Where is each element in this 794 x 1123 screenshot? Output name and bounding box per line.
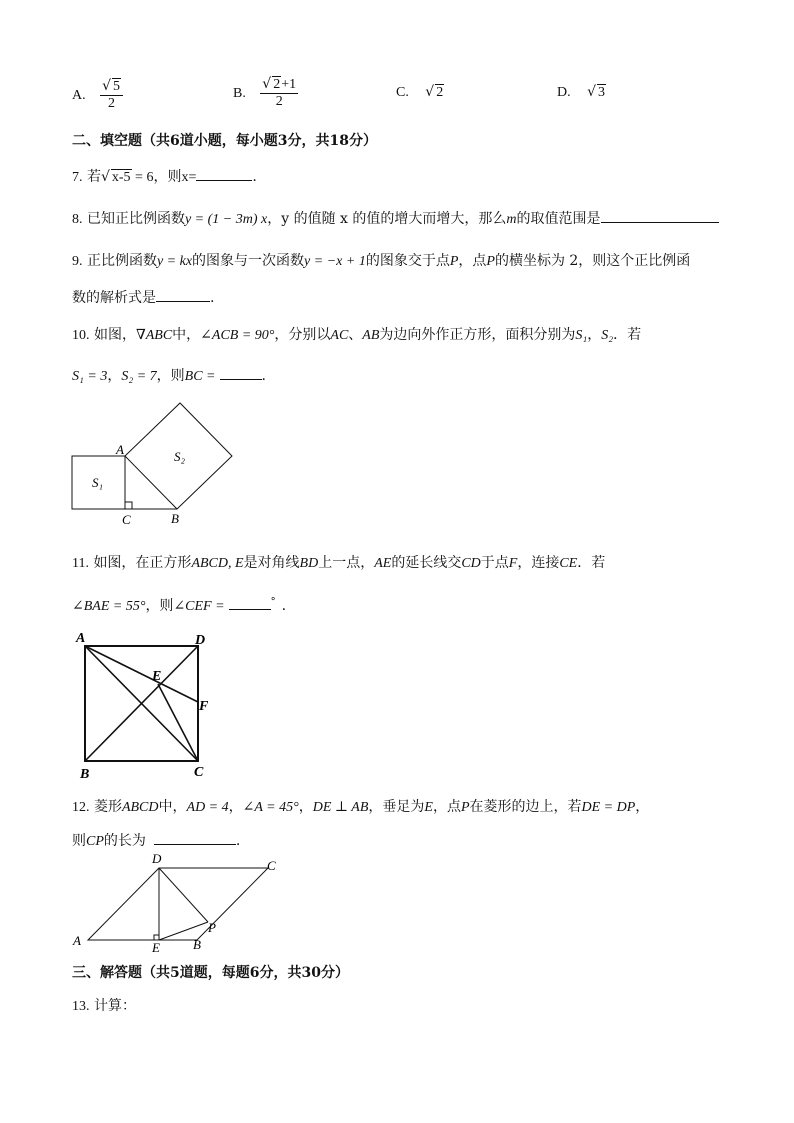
option-b-fraction: $\frac{√ 2+1}{2}$: [262, 76, 297, 109]
fig12-label-a: A: [73, 933, 81, 948]
q11-text3: 上一点，: [318, 555, 375, 571]
q12-text3: ，: [228, 799, 243, 815]
q10-end: .: [261, 368, 266, 384]
q11-then: ，则: [145, 598, 174, 614]
fig12-label-p: P: [208, 920, 216, 935]
question-8: [72, 208, 719, 228]
q12-eq: DE = DP: [581, 800, 636, 815]
q12-text4: ，: [298, 799, 313, 815]
q11-text5: 于点: [480, 555, 509, 571]
fig11-label-c: C: [194, 765, 204, 780]
q8-function: y = (1 − 3m) x: [184, 212, 268, 227]
q10-text3: ，分别以: [274, 327, 331, 343]
fig12-label-e: E: [152, 940, 160, 954]
q13-text: 计算：: [93, 998, 136, 1014]
q10-answer-blank[interactable]: [220, 365, 262, 380]
option-a-den: 2: [108, 96, 116, 111]
q12-text1: 菱形: [93, 799, 122, 815]
fig12-label-c: C: [267, 858, 276, 873]
q7-number: 7.: [72, 170, 83, 185]
option-b-den: 2: [275, 94, 283, 109]
q9-number: 9.: [72, 254, 83, 269]
option-a-label: A.: [72, 88, 86, 103]
q9-text5: 的横坐标为 2，则这个正比例函: [494, 253, 691, 269]
fig10-label-c: C: [122, 512, 131, 527]
q11-degree: °: [270, 596, 276, 608]
q12-p: P: [460, 800, 470, 815]
fig10-label-a: A: [116, 442, 124, 457]
question-9-line2: [72, 287, 214, 307]
q7-end: .: [252, 169, 257, 185]
fig11-line-ce: [158, 684, 198, 761]
q10-text1: 如图，: [93, 327, 136, 343]
question-7: 7. 若√ x-5 = 6，则x= .: [72, 166, 257, 186]
fig11-label-b: B: [80, 767, 90, 782]
q10-sep: 、: [348, 327, 363, 343]
q12-text2: 中，: [158, 799, 187, 815]
q8-text1: 已知正比例函数: [86, 211, 185, 227]
q12-then: 则: [72, 833, 86, 849]
option-d-radicand: 3: [598, 85, 605, 100]
q12-e: E: [424, 800, 433, 815]
q8-answer-blank[interactable]: [601, 208, 719, 223]
option-c-label: C.: [396, 85, 409, 100]
option-d-label: D.: [557, 85, 571, 100]
q11-text4: 的延长线交: [391, 555, 462, 571]
q9-line2: 数的解析式是: [72, 290, 156, 306]
q7-radicand: x-5: [111, 170, 131, 185]
q11-cd: CD: [461, 556, 481, 571]
option-b: [233, 76, 298, 110]
q12-text5: ，垂足为: [368, 799, 425, 815]
q10-line2-comma: ，: [107, 368, 122, 384]
q9-func1: y = kx: [156, 254, 193, 269]
q12-text7: 在菱形的边上，若: [469, 799, 582, 815]
q9-func2: y = −x + 1: [304, 254, 366, 269]
fig11-label-e: E: [152, 669, 162, 684]
q9-text3: 的图象交于点: [365, 253, 450, 269]
q12-perp: DE ⊥ AB: [312, 800, 369, 815]
q10-comma: ，: [587, 327, 602, 343]
fig10-label-b: B: [171, 511, 179, 526]
option-b-radicand: 2: [273, 77, 281, 92]
q10-number: 10.: [72, 328, 90, 343]
q9-point2: P: [486, 254, 495, 269]
q11-ask-angle: ∠CEF =: [173, 599, 225, 614]
fig10-label-s1: S₁: [92, 475, 104, 490]
option-a-fraction: $\frac{√ 5}{2}$: [100, 78, 123, 112]
fig12-label-b: B: [193, 937, 201, 952]
question-11: [72, 552, 605, 572]
q11-ae: AE: [374, 556, 392, 571]
q12-angle: ∠A = 45°: [242, 800, 299, 815]
question-12-line2: [72, 830, 240, 850]
q9-point: P: [449, 254, 459, 269]
fig10-right-angle: [125, 502, 132, 509]
fig12-rhombus: [88, 868, 268, 940]
q10-line2-then: ，则: [156, 368, 185, 384]
q11-ce: CE: [559, 556, 578, 571]
q10-triangle: ∇ABC: [135, 328, 173, 343]
q10-ab: AB: [362, 328, 380, 343]
q7-answer-blank[interactable]: [196, 166, 252, 181]
q11-answer-blank[interactable]: [229, 595, 271, 610]
q12-rhombus: ABCD: [121, 800, 159, 815]
q11-number: 11.: [72, 556, 89, 571]
question-11-line2: [72, 595, 286, 615]
fig11-label-d: D: [195, 633, 206, 648]
q12-text8: ，: [635, 799, 650, 815]
question-9: [72, 250, 690, 270]
q7-text: 若: [86, 169, 101, 185]
fig12-label-d: D: [152, 851, 162, 866]
q11-bd: BD: [299, 556, 319, 571]
q11-text7: ．若: [577, 555, 606, 571]
section3-title: 三、解答题（共5道题，每题6分，共30分）: [72, 965, 349, 981]
q8-text2: ，y 的值随 x 的值的增大而增大，那么: [267, 211, 507, 227]
q9-text4: ，点: [458, 253, 487, 269]
q12-number: 12.: [72, 800, 90, 815]
option-d: D. √ 3: [557, 84, 605, 100]
q9-text2: 的图象与一次函数: [192, 253, 305, 269]
question-10-line2: [72, 365, 266, 385]
fig11-label-a: A: [76, 631, 86, 646]
q11-end: .: [281, 598, 287, 614]
q7-equation: = 6，则x=: [131, 170, 197, 185]
q12-length: 的长为: [103, 833, 146, 849]
figure-12: [62, 848, 292, 954]
option-a: [72, 78, 123, 112]
fig11-line-af: [85, 646, 198, 702]
q8-number: 8.: [72, 212, 83, 227]
option-c-radicand: 2: [436, 85, 444, 100]
q9-end: .: [210, 290, 215, 306]
q11-square: ABCD, E: [191, 556, 244, 571]
q10-s1-value: S₁ = 3: [72, 369, 108, 384]
q11-text6: ，连接: [517, 555, 560, 571]
option-c: C. √ 2: [396, 84, 444, 100]
question-13: [72, 995, 136, 1015]
option-b-label: B.: [233, 86, 246, 101]
option-b-tail: +1: [281, 77, 297, 92]
option-a-radicand: 5: [113, 79, 120, 94]
q10-text2: 中，: [172, 327, 201, 343]
q11-text1: 如图，在正方形: [93, 555, 192, 571]
fig11-label-f: F: [199, 699, 209, 714]
q10-s2: S₂: [601, 328, 614, 343]
q12-end: .: [235, 833, 241, 849]
q11-f: F: [508, 556, 518, 571]
figure-11: [70, 626, 220, 786]
q10-s1: S₁: [575, 328, 588, 343]
q11-text2: 是对角线: [243, 555, 300, 571]
q11-given-angle: ∠BAE = 55°: [72, 599, 146, 614]
q10-s2-value: S₂ = 7: [121, 369, 157, 384]
fig12-line-dp: [159, 868, 208, 922]
q10-text5: ．若: [613, 327, 642, 343]
q9-text1: 正比例函数: [86, 253, 157, 269]
figure-10: [60, 398, 250, 530]
q13-number: 13.: [72, 999, 90, 1014]
q9-answer-blank[interactable]: [156, 287, 210, 302]
q12-cp: CP: [86, 834, 104, 849]
q12-ad: AD = 4: [186, 800, 229, 815]
q12-text6: ，点: [432, 799, 461, 815]
q12-answer-blank[interactable]: [154, 830, 236, 845]
q10-bc: BC =: [184, 369, 216, 384]
q10-text4: 为边向外作正方形，面积分别为: [379, 327, 576, 343]
q8-text3: 的取值范围是: [516, 211, 601, 227]
q10-ac: AC: [330, 328, 349, 343]
q10-angle: ∠ACB = 90°: [200, 328, 275, 343]
q8-m: m: [506, 212, 517, 227]
question-10: [72, 324, 641, 344]
fig10-label-s2: S₂: [174, 449, 186, 464]
section2-title: 二、填空题（共6道小题，每小题3分，共18分）: [72, 133, 377, 149]
question-12: [72, 796, 649, 816]
